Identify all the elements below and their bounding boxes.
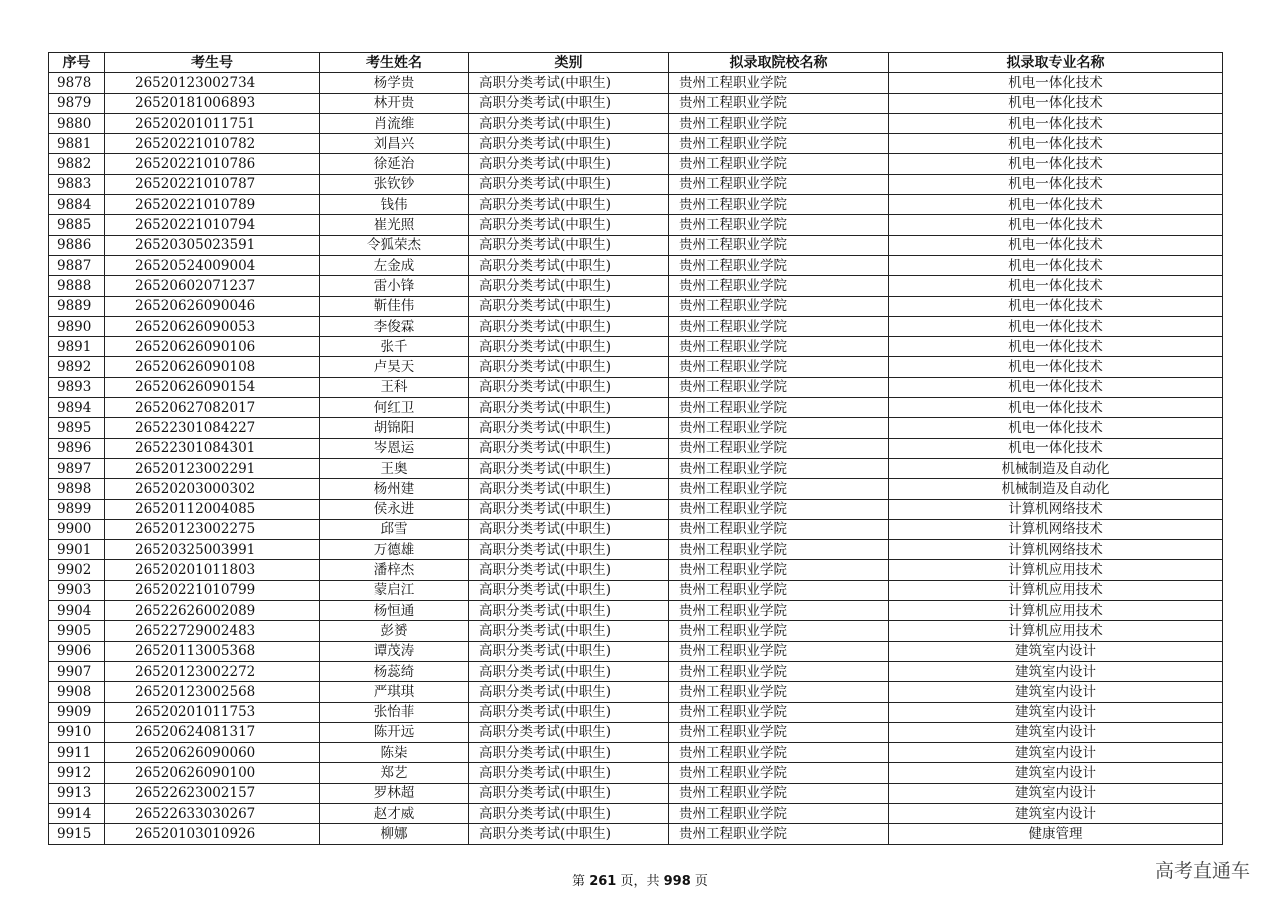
cell-exam-id: 26520626090053 bbox=[105, 316, 320, 336]
header-category: 类别 bbox=[469, 53, 669, 73]
cell-major: 计算机应用技术 bbox=[889, 560, 1223, 580]
cell-school: 贵州工程职业学院 bbox=[669, 93, 889, 113]
cell-exam-id: 26520221010782 bbox=[105, 134, 320, 154]
cell-name: 谭茂涛 bbox=[320, 641, 469, 661]
cell-category: 高职分类考试(中职生) bbox=[469, 134, 669, 154]
table-row bbox=[49, 215, 1223, 235]
cell-name: 万德雄 bbox=[320, 540, 469, 560]
cell-name: 杨州建 bbox=[320, 479, 469, 499]
cell-school: 贵州工程职业学院 bbox=[669, 763, 889, 783]
cell-school: 贵州工程职业学院 bbox=[669, 824, 889, 844]
cell-major: 计算机网络技术 bbox=[889, 519, 1223, 539]
cell-major: 机电一体化技术 bbox=[889, 398, 1223, 418]
cell-category: 高职分类考试(中职生) bbox=[469, 357, 669, 377]
table-row bbox=[49, 93, 1223, 113]
table-row bbox=[49, 479, 1223, 499]
cell-name: 张钦钞 bbox=[320, 174, 469, 194]
cell-name: 张怡菲 bbox=[320, 702, 469, 722]
cell-seq: 9911 bbox=[49, 743, 105, 763]
cell-category: 高职分类考试(中职生) bbox=[469, 479, 669, 499]
table-row bbox=[49, 499, 1223, 519]
table-row bbox=[49, 377, 1223, 397]
cell-category: 高职分类考试(中职生) bbox=[469, 661, 669, 681]
cell-exam-id: 26522301084301 bbox=[105, 438, 320, 458]
table-row bbox=[49, 601, 1223, 621]
cell-exam-id: 26520123002272 bbox=[105, 661, 320, 681]
table-row bbox=[49, 743, 1223, 763]
cell-seq: 9904 bbox=[49, 601, 105, 621]
cell-category: 高职分类考试(中职生) bbox=[469, 682, 669, 702]
cell-school: 贵州工程职业学院 bbox=[669, 418, 889, 438]
cell-major: 建筑室内设计 bbox=[889, 641, 1223, 661]
table-row bbox=[49, 661, 1223, 681]
header-major: 拟录取专业名称 bbox=[889, 53, 1223, 73]
page-footer bbox=[0, 870, 1280, 889]
cell-category: 高职分类考试(中职生) bbox=[469, 621, 669, 641]
cell-category: 高职分类考试(中职生) bbox=[469, 93, 669, 113]
cell-school: 贵州工程职业学院 bbox=[669, 783, 889, 803]
cell-school: 贵州工程职业学院 bbox=[669, 113, 889, 133]
cell-seq: 9879 bbox=[49, 93, 105, 113]
cell-category: 高职分类考试(中职生) bbox=[469, 763, 669, 783]
cell-seq: 9890 bbox=[49, 316, 105, 336]
cell-exam-id: 26520305023591 bbox=[105, 235, 320, 255]
cell-seq: 9907 bbox=[49, 661, 105, 681]
cell-category: 高职分类考试(中职生) bbox=[469, 316, 669, 336]
cell-exam-id: 26522623002157 bbox=[105, 783, 320, 803]
cell-major: 机电一体化技术 bbox=[889, 438, 1223, 458]
table-row bbox=[49, 276, 1223, 296]
cell-school: 贵州工程职业学院 bbox=[669, 377, 889, 397]
cell-major: 机电一体化技术 bbox=[889, 235, 1223, 255]
cell-school: 贵州工程职业学院 bbox=[669, 296, 889, 316]
cell-exam-id: 26520627082017 bbox=[105, 398, 320, 418]
cell-school: 贵州工程职业学院 bbox=[669, 803, 889, 823]
cell-seq: 9896 bbox=[49, 438, 105, 458]
cell-major: 建筑室内设计 bbox=[889, 661, 1223, 681]
cell-category: 高职分类考试(中职生) bbox=[469, 154, 669, 174]
cell-exam-id: 26520203000302 bbox=[105, 479, 320, 499]
cell-exam-id: 26520221010794 bbox=[105, 215, 320, 235]
cell-name: 杨蕊绮 bbox=[320, 661, 469, 681]
cell-exam-id: 26522633030267 bbox=[105, 803, 320, 823]
cell-exam-id: 26520123002734 bbox=[105, 73, 320, 93]
cell-seq: 9901 bbox=[49, 540, 105, 560]
cell-name: 侯永进 bbox=[320, 499, 469, 519]
table-row bbox=[49, 154, 1223, 174]
cell-school: 贵州工程职业学院 bbox=[669, 276, 889, 296]
table-row bbox=[49, 580, 1223, 600]
table-row bbox=[49, 296, 1223, 316]
table-row bbox=[49, 763, 1223, 783]
cell-seq: 9881 bbox=[49, 134, 105, 154]
cell-category: 高职分类考试(中职生) bbox=[469, 560, 669, 580]
cell-exam-id: 26520112004085 bbox=[105, 499, 320, 519]
cell-seq: 9915 bbox=[49, 824, 105, 844]
cell-seq: 9906 bbox=[49, 641, 105, 661]
cell-school: 贵州工程职业学院 bbox=[669, 519, 889, 539]
cell-category: 高职分类考试(中职生) bbox=[469, 499, 669, 519]
cell-seq: 9914 bbox=[49, 803, 105, 823]
cell-school: 贵州工程职业学院 bbox=[669, 479, 889, 499]
cell-name: 胡锦阳 bbox=[320, 418, 469, 438]
cell-seq: 9892 bbox=[49, 357, 105, 377]
header-name: 考生姓名 bbox=[320, 53, 469, 73]
cell-category: 高职分类考试(中职生) bbox=[469, 580, 669, 600]
cell-school: 贵州工程职业学院 bbox=[669, 438, 889, 458]
cell-exam-id: 26520602071237 bbox=[105, 276, 320, 296]
cell-major: 机电一体化技术 bbox=[889, 357, 1223, 377]
cell-major: 机电一体化技术 bbox=[889, 296, 1223, 316]
table-row bbox=[49, 824, 1223, 844]
cell-major: 机电一体化技术 bbox=[889, 316, 1223, 336]
cell-exam-id: 26520624081317 bbox=[105, 722, 320, 742]
cell-exam-id: 26522301084227 bbox=[105, 418, 320, 438]
cell-school: 贵州工程职业学院 bbox=[669, 215, 889, 235]
cell-seq: 9891 bbox=[49, 337, 105, 357]
table-row bbox=[49, 316, 1223, 336]
cell-school: 贵州工程职业学院 bbox=[669, 682, 889, 702]
cell-category: 高职分类考试(中职生) bbox=[469, 458, 669, 478]
table-row bbox=[49, 337, 1223, 357]
cell-seq: 9903 bbox=[49, 580, 105, 600]
cell-major: 机电一体化技术 bbox=[889, 134, 1223, 154]
table-row bbox=[49, 682, 1223, 702]
cell-major: 机电一体化技术 bbox=[889, 377, 1223, 397]
cell-seq: 9895 bbox=[49, 418, 105, 438]
cell-exam-id: 26520626090106 bbox=[105, 337, 320, 357]
cell-category: 高职分类考试(中职生) bbox=[469, 722, 669, 742]
cell-school: 贵州工程职业学院 bbox=[669, 661, 889, 681]
cell-major: 机电一体化技术 bbox=[889, 255, 1223, 275]
cell-major: 建筑室内设计 bbox=[889, 743, 1223, 763]
cell-school: 贵州工程职业学院 bbox=[669, 743, 889, 763]
table-row bbox=[49, 540, 1223, 560]
cell-exam-id: 26522729002483 bbox=[105, 621, 320, 641]
cell-name: 柳娜 bbox=[320, 824, 469, 844]
cell-seq: 9902 bbox=[49, 560, 105, 580]
cell-major: 建筑室内设计 bbox=[889, 763, 1223, 783]
cell-name: 潘梓杰 bbox=[320, 560, 469, 580]
cell-school: 贵州工程职业学院 bbox=[669, 458, 889, 478]
cell-school: 贵州工程职业学院 bbox=[669, 337, 889, 357]
cell-seq: 9908 bbox=[49, 682, 105, 702]
cell-category: 高职分类考试(中职生) bbox=[469, 519, 669, 539]
cell-exam-id: 26522626002089 bbox=[105, 601, 320, 621]
table-row bbox=[49, 722, 1223, 742]
table-row bbox=[49, 702, 1223, 722]
cell-seq: 9888 bbox=[49, 276, 105, 296]
cell-category: 高职分类考试(中职生) bbox=[469, 113, 669, 133]
cell-exam-id: 26520626090154 bbox=[105, 377, 320, 397]
cell-name: 徐延治 bbox=[320, 154, 469, 174]
cell-exam-id: 26520325003991 bbox=[105, 540, 320, 560]
cell-seq: 9900 bbox=[49, 519, 105, 539]
footer-suffix: 页 bbox=[694, 874, 708, 889]
cell-seq: 9883 bbox=[49, 174, 105, 194]
cell-category: 高职分类考试(中职生) bbox=[469, 276, 669, 296]
cell-name: 赵才威 bbox=[320, 803, 469, 823]
footer-middle: 页，共 bbox=[620, 874, 660, 889]
cell-category: 高职分类考试(中职生) bbox=[469, 255, 669, 275]
cell-school: 贵州工程职业学院 bbox=[669, 702, 889, 722]
cell-seq: 9887 bbox=[49, 255, 105, 275]
cell-category: 高职分类考试(中职生) bbox=[469, 418, 669, 438]
table-row bbox=[49, 134, 1223, 154]
cell-exam-id: 26520221010787 bbox=[105, 174, 320, 194]
cell-major: 机电一体化技术 bbox=[889, 73, 1223, 93]
cell-major: 计算机应用技术 bbox=[889, 580, 1223, 600]
cell-seq: 9886 bbox=[49, 235, 105, 255]
cell-major: 机电一体化技术 bbox=[889, 337, 1223, 357]
cell-name: 靳佳伟 bbox=[320, 296, 469, 316]
table-row bbox=[49, 783, 1223, 803]
cell-name: 王奥 bbox=[320, 458, 469, 478]
cell-seq: 9910 bbox=[49, 722, 105, 742]
cell-exam-id: 26520626090060 bbox=[105, 743, 320, 763]
cell-seq: 9889 bbox=[49, 296, 105, 316]
cell-exam-id: 26520626090100 bbox=[105, 763, 320, 783]
cell-name: 刘昌兴 bbox=[320, 134, 469, 154]
cell-category: 高职分类考试(中职生) bbox=[469, 215, 669, 235]
cell-exam-id: 26520626090046 bbox=[105, 296, 320, 316]
cell-category: 高职分类考试(中职生) bbox=[469, 296, 669, 316]
cell-seq: 9909 bbox=[49, 702, 105, 722]
cell-name: 雷小锋 bbox=[320, 276, 469, 296]
cell-school: 贵州工程职业学院 bbox=[669, 357, 889, 377]
cell-school: 贵州工程职业学院 bbox=[669, 134, 889, 154]
cell-major: 机电一体化技术 bbox=[889, 93, 1223, 113]
cell-school: 贵州工程职业学院 bbox=[669, 73, 889, 93]
table-row bbox=[49, 113, 1223, 133]
brand-watermark-text: 高考直通车 bbox=[1154, 860, 1250, 882]
cell-exam-id: 26520123002275 bbox=[105, 519, 320, 539]
cell-major: 计算机应用技术 bbox=[889, 621, 1223, 641]
cell-name: 陈开远 bbox=[320, 722, 469, 742]
cell-name: 崔光照 bbox=[320, 215, 469, 235]
footer-prefix: 第 bbox=[572, 874, 586, 889]
cell-major: 机械制造及自动化 bbox=[889, 479, 1223, 499]
cell-category: 高职分类考试(中职生) bbox=[469, 743, 669, 763]
table-row bbox=[49, 418, 1223, 438]
cell-category: 高职分类考试(中职生) bbox=[469, 601, 669, 621]
cell-name: 令狐荣杰 bbox=[320, 235, 469, 255]
table-row bbox=[49, 458, 1223, 478]
cell-exam-id: 26520221010789 bbox=[105, 195, 320, 215]
cell-school: 贵州工程职业学院 bbox=[669, 499, 889, 519]
cell-exam-id: 26520201011753 bbox=[105, 702, 320, 722]
cell-category: 高职分类考试(中职生) bbox=[469, 783, 669, 803]
cell-category: 高职分类考试(中职生) bbox=[469, 540, 669, 560]
cell-school: 贵州工程职业学院 bbox=[669, 560, 889, 580]
cell-school: 贵州工程职业学院 bbox=[669, 601, 889, 621]
cell-category: 高职分类考试(中职生) bbox=[469, 641, 669, 661]
table-row bbox=[49, 438, 1223, 458]
cell-exam-id: 26520221010786 bbox=[105, 154, 320, 174]
cell-seq: 9885 bbox=[49, 215, 105, 235]
table-row bbox=[49, 803, 1223, 823]
table-row bbox=[49, 255, 1223, 275]
admission-table-container bbox=[48, 52, 1222, 845]
cell-name: 林开贵 bbox=[320, 93, 469, 113]
cell-category: 高职分类考试(中职生) bbox=[469, 235, 669, 255]
table-row bbox=[49, 73, 1223, 93]
table-row bbox=[49, 519, 1223, 539]
cell-exam-id: 26520123002291 bbox=[105, 458, 320, 478]
cell-school: 贵州工程职业学院 bbox=[669, 255, 889, 275]
cell-major: 机电一体化技术 bbox=[889, 418, 1223, 438]
cell-major: 机电一体化技术 bbox=[889, 113, 1223, 133]
header-school: 拟录取院校名称 bbox=[669, 53, 889, 73]
cell-category: 高职分类考试(中职生) bbox=[469, 377, 669, 397]
cell-name: 肖流维 bbox=[320, 113, 469, 133]
cell-name: 彭赟 bbox=[320, 621, 469, 641]
cell-category: 高职分类考试(中职生) bbox=[469, 73, 669, 93]
cell-major: 建筑室内设计 bbox=[889, 722, 1223, 742]
cell-category: 高职分类考试(中职生) bbox=[469, 803, 669, 823]
table-row bbox=[49, 195, 1223, 215]
cell-category: 高职分类考试(中职生) bbox=[469, 174, 669, 194]
cell-name: 杨学贵 bbox=[320, 73, 469, 93]
cell-category: 高职分类考试(中职生) bbox=[469, 824, 669, 844]
cell-major: 机电一体化技术 bbox=[889, 215, 1223, 235]
cell-name: 蒙启江 bbox=[320, 580, 469, 600]
cell-seq: 9897 bbox=[49, 458, 105, 478]
cell-exam-id: 26520221010799 bbox=[105, 580, 320, 600]
cell-seq: 9893 bbox=[49, 377, 105, 397]
cell-school: 贵州工程职业学院 bbox=[669, 580, 889, 600]
cell-major: 计算机应用技术 bbox=[889, 601, 1223, 621]
cell-seq: 9913 bbox=[49, 783, 105, 803]
cell-name: 左金成 bbox=[320, 255, 469, 275]
cell-seq: 9894 bbox=[49, 398, 105, 418]
cell-school: 贵州工程职业学院 bbox=[669, 174, 889, 194]
cell-school: 贵州工程职业学院 bbox=[669, 195, 889, 215]
cell-name: 罗林超 bbox=[320, 783, 469, 803]
cell-name: 郑艺 bbox=[320, 763, 469, 783]
table-body bbox=[49, 73, 1223, 844]
cell-major: 健康管理 bbox=[889, 824, 1223, 844]
cell-name: 张千 bbox=[320, 337, 469, 357]
admission-table bbox=[48, 52, 1223, 845]
header-seq: 序号 bbox=[49, 53, 105, 73]
cell-seq: 9884 bbox=[49, 195, 105, 215]
cell-major: 计算机网络技术 bbox=[889, 499, 1223, 519]
cell-name: 杨恒通 bbox=[320, 601, 469, 621]
cell-seq: 9898 bbox=[49, 479, 105, 499]
table-row bbox=[49, 357, 1223, 377]
table-row bbox=[49, 174, 1223, 194]
cell-name: 陈柒 bbox=[320, 743, 469, 763]
header-exam-id: 考生号 bbox=[105, 53, 320, 73]
cell-name: 王科 bbox=[320, 377, 469, 397]
cell-seq: 9878 bbox=[49, 73, 105, 93]
table-row bbox=[49, 398, 1223, 418]
cell-exam-id: 26520113005368 bbox=[105, 641, 320, 661]
cell-seq: 9905 bbox=[49, 621, 105, 641]
cell-major: 建筑室内设计 bbox=[889, 702, 1223, 722]
cell-exam-id: 26520103010926 bbox=[105, 824, 320, 844]
cell-major: 机电一体化技术 bbox=[889, 174, 1223, 194]
cell-major: 机电一体化技术 bbox=[889, 154, 1223, 174]
cell-exam-id: 26520181006893 bbox=[105, 93, 320, 113]
cell-name: 严琪琪 bbox=[320, 682, 469, 702]
cell-major: 建筑室内设计 bbox=[889, 803, 1223, 823]
cell-category: 高职分类考试(中职生) bbox=[469, 702, 669, 722]
table-header-row bbox=[49, 53, 1223, 73]
table-row bbox=[49, 641, 1223, 661]
cell-seq: 9882 bbox=[49, 154, 105, 174]
cell-category: 高职分类考试(中职生) bbox=[469, 337, 669, 357]
cell-name: 邱雪 bbox=[320, 519, 469, 539]
cell-school: 贵州工程职业学院 bbox=[669, 235, 889, 255]
cell-school: 贵州工程职业学院 bbox=[669, 540, 889, 560]
cell-name: 钱伟 bbox=[320, 195, 469, 215]
current-page-number: 261 bbox=[589, 874, 617, 889]
cell-school: 贵州工程职业学院 bbox=[669, 316, 889, 336]
cell-name: 岑恩运 bbox=[320, 438, 469, 458]
cell-major: 建筑室内设计 bbox=[889, 682, 1223, 702]
total-page-number: 998 bbox=[663, 874, 691, 889]
cell-category: 高职分类考试(中职生) bbox=[469, 195, 669, 215]
cell-major: 机电一体化技术 bbox=[889, 195, 1223, 215]
cell-major: 计算机网络技术 bbox=[889, 540, 1223, 560]
cell-school: 贵州工程职业学院 bbox=[669, 621, 889, 641]
table-row bbox=[49, 621, 1223, 641]
cell-seq: 9880 bbox=[49, 113, 105, 133]
cell-name: 何红卫 bbox=[320, 398, 469, 418]
cell-school: 贵州工程职业学院 bbox=[669, 641, 889, 661]
cell-exam-id: 26520201011751 bbox=[105, 113, 320, 133]
table-row bbox=[49, 560, 1223, 580]
cell-exam-id: 26520524009004 bbox=[105, 255, 320, 275]
cell-school: 贵州工程职业学院 bbox=[669, 722, 889, 742]
table-row bbox=[49, 235, 1223, 255]
cell-school: 贵州工程职业学院 bbox=[669, 154, 889, 174]
cell-exam-id: 26520123002568 bbox=[105, 682, 320, 702]
cell-seq: 9899 bbox=[49, 499, 105, 519]
cell-exam-id: 26520626090108 bbox=[105, 357, 320, 377]
cell-major: 建筑室内设计 bbox=[889, 783, 1223, 803]
cell-exam-id: 26520201011803 bbox=[105, 560, 320, 580]
cell-category: 高职分类考试(中职生) bbox=[469, 438, 669, 458]
cell-seq: 9912 bbox=[49, 763, 105, 783]
cell-major: 机械制造及自动化 bbox=[889, 458, 1223, 478]
cell-school: 贵州工程职业学院 bbox=[669, 398, 889, 418]
cell-name: 卢昊天 bbox=[320, 357, 469, 377]
cell-category: 高职分类考试(中职生) bbox=[469, 398, 669, 418]
cell-name: 李俊霖 bbox=[320, 316, 469, 336]
cell-major: 机电一体化技术 bbox=[889, 276, 1223, 296]
